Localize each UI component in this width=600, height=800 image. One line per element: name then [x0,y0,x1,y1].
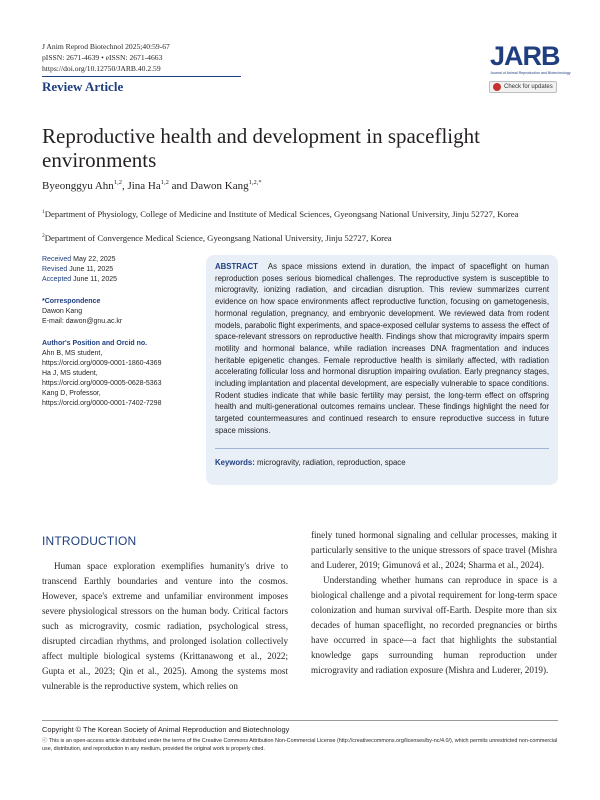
keywords-list: microgravity, radiation, reproduction, space [257,457,406,467]
author-name: Dawon Kang [190,180,249,192]
date-value: June 11, 2025 [73,276,117,283]
correspondence-heading: *Correspondence [42,298,101,305]
crossmark-icon [493,83,501,91]
section-heading: INTRODUCTION [42,534,137,548]
orcid-line: Ahn B, MS student, [42,350,103,357]
date-value: June 11, 2025 [69,266,114,273]
keywords-heading: Keywords: [215,457,255,467]
orcid-link[interactable]: https://orcid.org/0009-0005-0628-5363 [42,380,162,387]
orcid-heading: Author's Position and Orcid no. [42,340,148,347]
orcid-line: Ha J, MS student, [42,370,98,377]
check-for-updates-button[interactable] [489,81,557,93]
logo-subtitle: Journal of Animal Reproduction and Biotechnology [490,71,571,75]
logo-wordmark: JARB [490,41,560,71]
body-paragraph: Understanding whether humans can reproduce in space is a biological challenge and a pivotal requirement for long-term space colonization and human survival off-Earth. Despite more than six decades of human spaceflight, no recorded pregnancies or births have occurred in space—a fact that highlights the substantial knowledge gaps surrounding human reproduction under microgravity and radiation exposure (Mishra and Luderer, 2019). [311,575,557,675]
journal-issn: pISSN: 2671-4639 • eISSN: 2671-4663 [42,53,163,62]
orcid-link[interactable]: https://orcid.org/0009-0001-1860-4369 [42,360,162,367]
journal-citation: J Anim Reprod Biotechnol 2025;40:59-67 [42,42,170,51]
author-separator: , [121,180,128,192]
affiliation-number: 2 [42,233,45,239]
journal-info [42,41,170,74]
keywords [215,457,549,469]
affiliation-1 [42,206,562,220]
author-separator: and [168,180,191,192]
journal-doi[interactable]: https://doi.org/10.12750/JARB.40.2.59 [42,64,161,73]
date-label: Revised [42,266,68,273]
article-sidebar [42,255,192,409]
affiliation-number: 1 [42,209,45,215]
author-list [42,179,262,192]
article-type: Review Article [42,79,124,94]
author-affiliation-marker: 1,2 [113,179,122,186]
date-value: May 22, 2025 [73,256,116,263]
body-column-right [311,528,557,678]
license-notice: ⓒ This is an open-access article distributed under the terms of the Creative Commons Attribution Non-Commercial License (http://creativecommons.org/licenses/by-nc/4.0/), which permits unrestricted non-commercial use, distribution, and reproduction in any medium, provided the original work is properly cited. [42,738,558,752]
affiliation-text: Department of Physiology, College of Medicine and Institute of Medical Sciences, Gyeongsang National University, Jinju 52727, Korea [44,209,519,219]
orcid-link[interactable]: https://orcid.org/0000-0001-7402-7298 [42,400,162,407]
correspondence-name: Dawon Kang [42,308,83,315]
orcid-line: Kang D, Professor, [42,390,101,397]
abstract-body [215,261,549,437]
date-label: Received [42,256,72,263]
check-for-updates-label: Check for updates [504,84,553,90]
journal-logo [490,41,571,75]
author-affiliation-marker: 1,2,* [248,179,262,186]
header-divider [42,76,241,77]
author-name: Jina Ha [127,180,161,192]
date-label: Accepted [42,276,72,283]
article-title: Reproductive health and development in spaceflight environments [42,124,480,172]
abstract-box [206,255,558,485]
keywords-divider [215,448,549,449]
abstract-text: As space missions extend in duration, the impact of spaceflight on human reproduction poses serious biomedical challenges. The reproductive system is susceptible to microgravity, ionizing radiation, and circadian disruption. This review summarizes current evidence on how space environments affect reproductive function, focusing on gametogenesis, hormonal regulation, pregnancy, and embryonic development. We reviewed data from rodent models, parabolic flight experiments, and space-exposed cellular systems to assess the effect of space-relevant stressors on reproductive health. Findings show that microgravity impairs sperm motility and hormonal balance, while radiation increases DNA fragmentation and induces heritable epigenetic changes. Female reproductive health is similarly affected, with radiation accelerating follicular loss and hormonal disruption impairing ovulation. Early pregnancy stages, including implantation and placental development, are especially vulnerable to space conditions. Rodent studies indicate that while basic fertility may persist, the long-term effect on offspring health and multi-generational outcomes remains unclear. These findings highlight the need for targeted countermeasures and continued research to ensure reproductive success in future space missions. [215,262,549,435]
affiliation-text: Department of Convergence Medical Science, Gyeongsang National University, Jinju 52727, Korea [44,233,392,243]
body-paragraph: finely tuned hormonal signaling and cellular processes, making it particularly sensitive to the unique stressors of space travel (Mishra and Luderer, 2019; Gimunová et al., 2024; Sharma et al., 2024). [311,530,557,570]
footer-divider [42,720,558,721]
date-received [42,255,192,265]
author-affiliation-marker: 1,2 [160,179,169,186]
correspondence-email[interactable]: E-mail: dawon@gnu.ac.kr [42,318,123,325]
abstract-heading: ABSTRACT [215,262,258,271]
body-column-left [42,559,288,694]
date-accepted [42,275,192,285]
author-name: Byeonggyu Ahn [42,180,114,192]
date-revised [42,265,192,275]
affiliation-2 [42,230,562,244]
copyright: Copyright © The Korean Society of Animal Reproduction and Biotechnology [42,725,290,734]
body-paragraph: Human space exploration exemplifies humanity's drive to transcend Earthly boundaries and venture into the cosmos. However, space's extreme and unfamiliar environment imposes severe physiological stressors on the human body. Critical factors such as microgravity, cosmic radiation, psychological stress, disrupted circadian rhythms, and prolonged isolation collectively affect multiple biological systems (Krittanawong et al., 2022; Gupta et al., 2023; Qin et al., 2025). Among the systems most vulnerable is the reproductive system, which relies on [42,561,288,691]
